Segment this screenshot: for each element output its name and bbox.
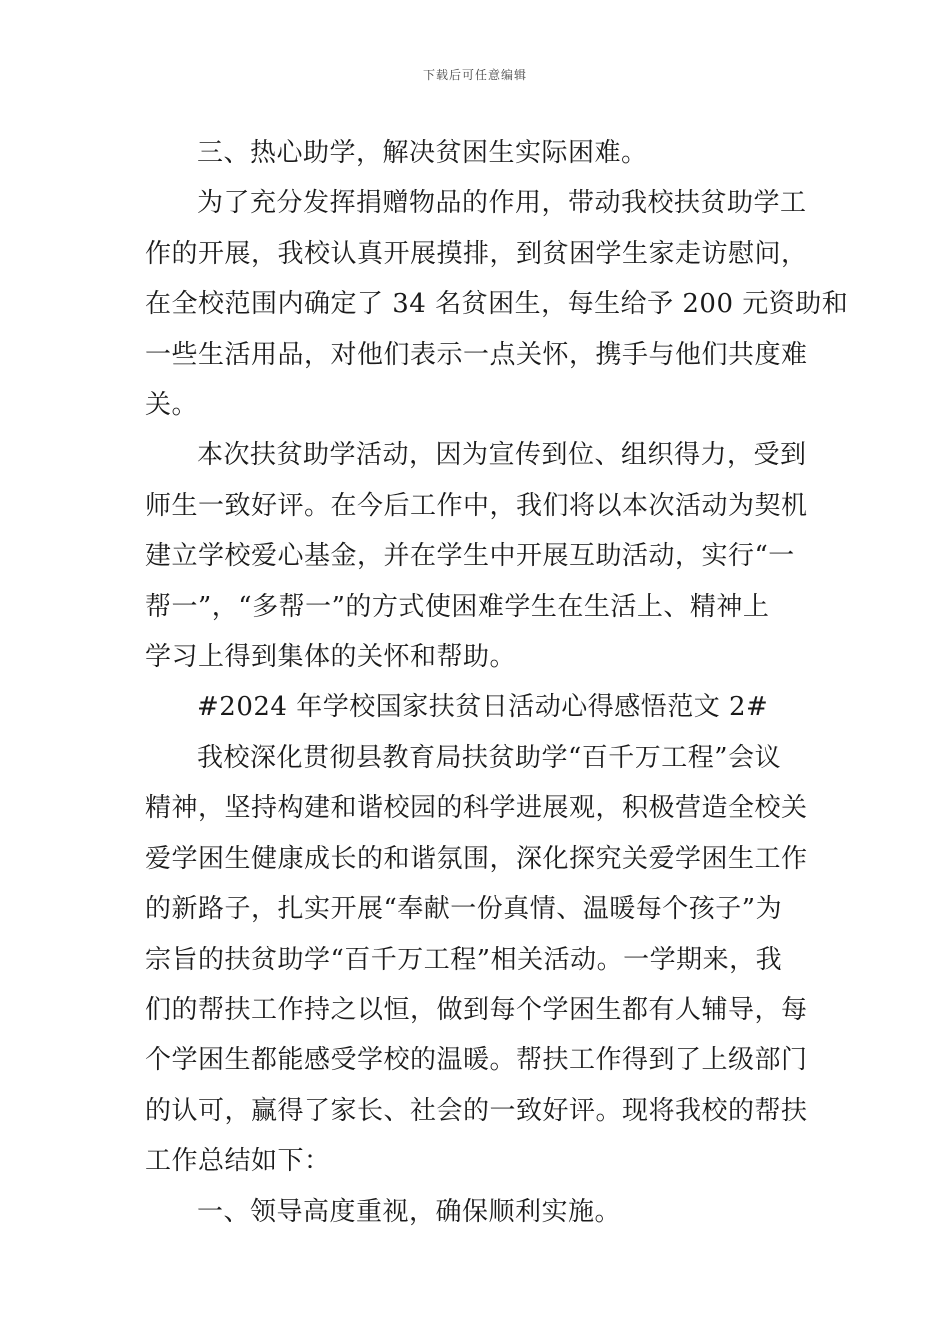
paragraph-line: 关。 <box>145 390 199 421</box>
paragraph-line: 学习上得到集体的关怀和帮助。 <box>145 642 517 673</box>
paragraph <box>145 733 810 1187</box>
paragraph-line: 我校深化贯彻县教育局扶贫助学“百千万工程”会议 <box>197 742 782 773</box>
paragraph-line: 帮一”，“多帮一”的方式使困难学生在生活上、精神上 <box>145 591 770 622</box>
paragraph-line: 个学困生都能感受学校的温暖。帮扶工作得到了上级部门 <box>145 1045 808 1076</box>
paragraph-line: 精神，坚持构建和谐校园的科学进展观，积极营造全校关 <box>145 793 808 824</box>
paragraph-line: 宗旨的扶贫助学“百千万工程”相关活动。一学期来，我 <box>145 944 783 975</box>
paragraph-line: 爱学困生健康成长的和谐氛围，深化探究关爱学困生工作 <box>145 843 808 874</box>
paragraph-line: 们的帮扶工作持之以恒，做到每个学困生都有人辅导，每 <box>145 994 808 1025</box>
paragraph-line: 三、热心助学，解决贫困生实际困难。 <box>197 138 648 168</box>
paragraph-line: 作的开展，我校认真开展摸排，到贫困学生家走访慰问， <box>145 238 808 269</box>
paragraph-line: 师生一致好评。在今后工作中，我们将以本次活动为契机 <box>145 490 808 521</box>
paragraph-line: 的新路子，扎实开展“奉献一份真情、温暖每个孩子”为 <box>145 894 783 925</box>
paragraph-line: 为了充分发挥捐赠物品的作用，带动我校扶贫助学工 <box>197 188 807 219</box>
document-body <box>145 128 849 1237</box>
paragraph-line: 建立学校爱心基金，并在学生中开展互助活动，实行“一 <box>145 541 795 572</box>
paragraph <box>145 682 810 732</box>
paragraph-line: 在全校范围内确定了 34 名贫困生，每生给予 200 元资助和 <box>145 289 849 320</box>
paragraph <box>145 1187 810 1237</box>
paragraph-line: 一、领导高度重视，确保顺利实施。 <box>197 1196 622 1227</box>
paragraph <box>145 430 810 682</box>
header-note: 下载后可任意编辑 <box>422 68 527 82</box>
paragraph-line: 工作总结如下： <box>145 1146 331 1177</box>
paragraph-line: #2024 年学校国家扶贫日活动心得感悟范文 2# <box>197 692 769 723</box>
paragraph-line: 的认可，赢得了家长、社会的一致好评。现将我校的帮扶 <box>145 1095 808 1126</box>
paragraph-line: 一些生活用品，对他们表示一点关怀，携手与他们共度难 <box>145 339 808 370</box>
paragraph <box>145 178 849 430</box>
paragraph <box>145 128 810 178</box>
paragraph-line: 本次扶贫助学活动，因为宣传到位、组织得力，受到 <box>197 440 807 471</box>
